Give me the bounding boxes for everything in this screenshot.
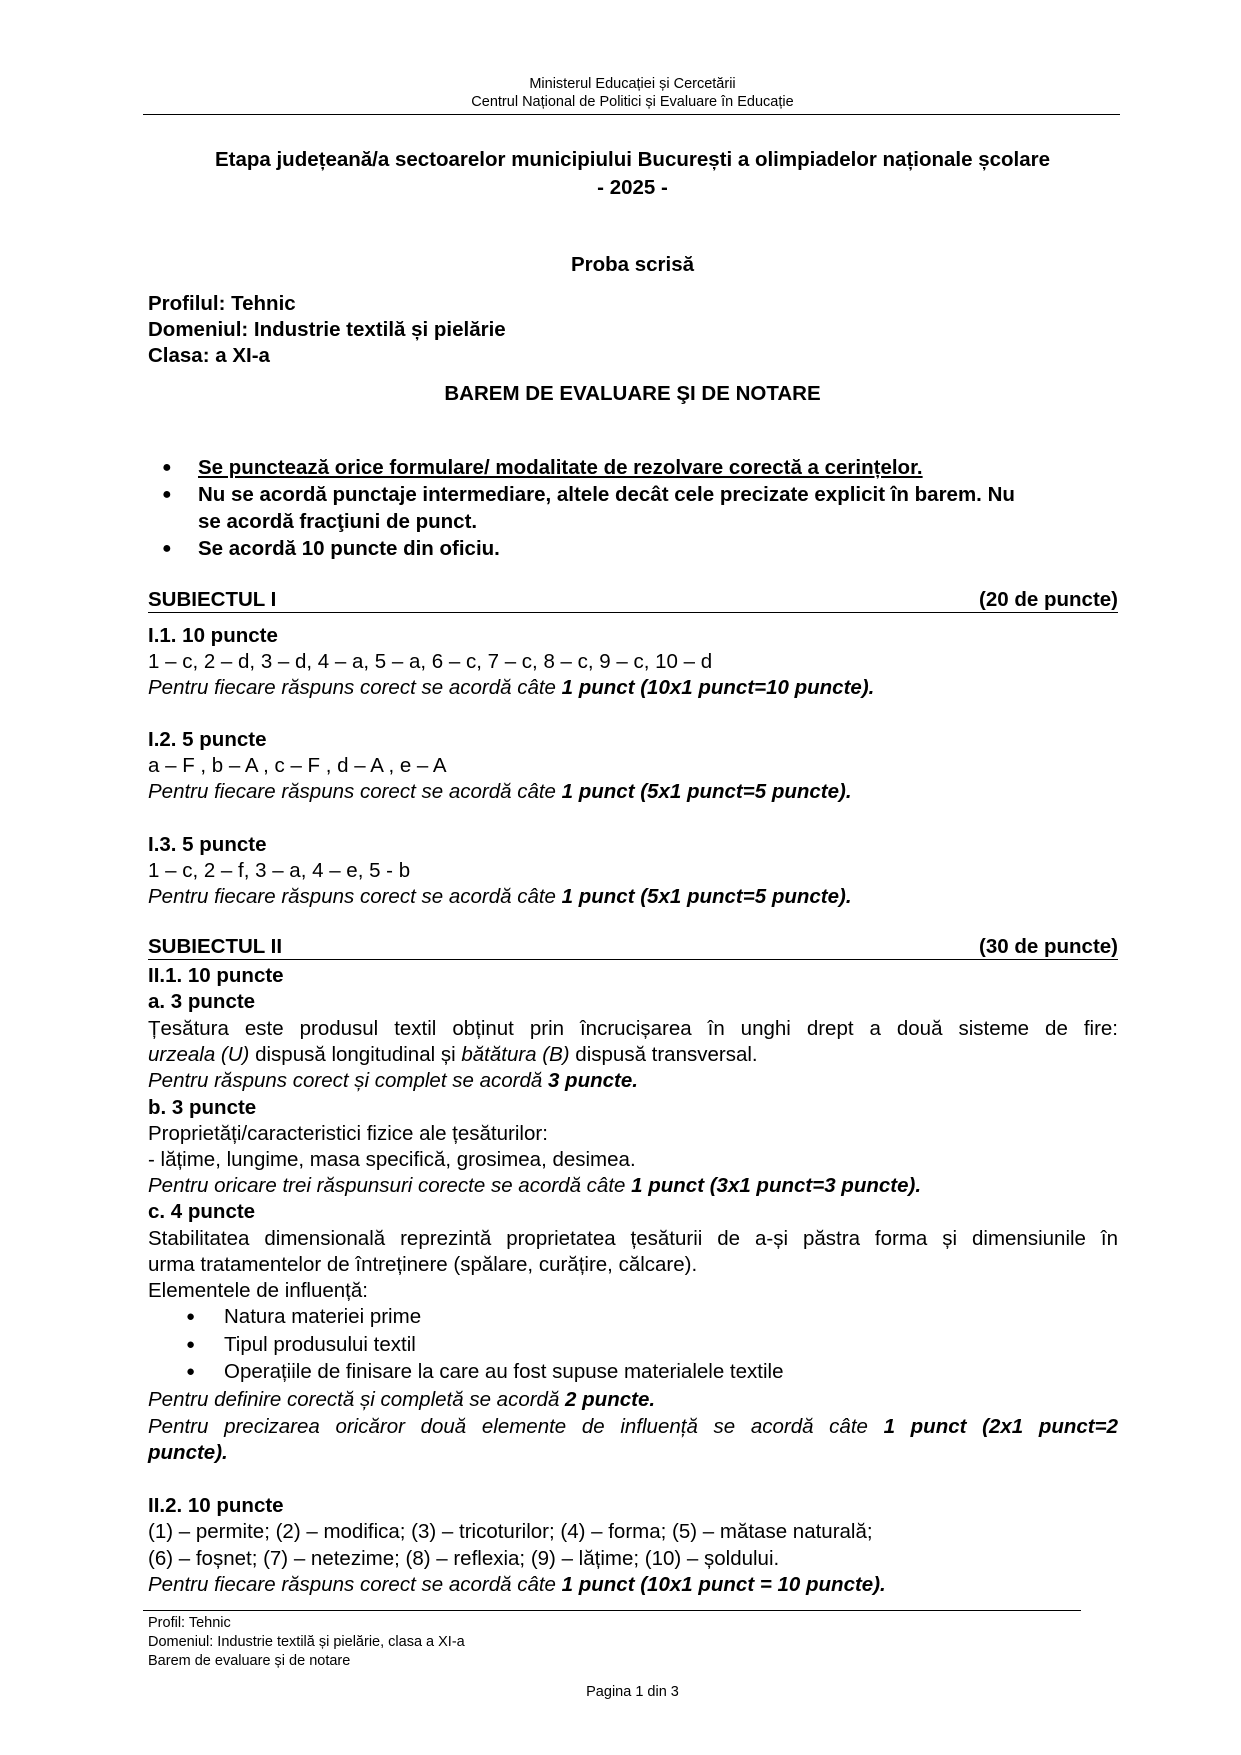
rule-item: ● Nu se acordă punctaje intermediare, altele decât cele precizate explicit în barem. Nu se acordă fracţiuni de punct. <box>162 483 1015 533</box>
ii1-c-note2-cont: puncte). <box>148 1441 228 1464</box>
ii1-a-text-cont: urzeala (U) dispusă longitudinal și bătătura (B) dispusă transversal. <box>148 1043 758 1066</box>
i1-head: I.1. 10 puncte <box>148 624 278 647</box>
ii1-c-note1: Pentru definire corectă și completă se acordă 2 puncte. <box>148 1388 656 1411</box>
bullet-icon: ● <box>186 1308 196 1325</box>
bullet-icon: ● <box>162 486 172 503</box>
document-year: - 2025 - <box>597 176 668 199</box>
ii2-note: Pentru fiecare răspuns corect se acordă câte 1 punct (10x1 punct = 10 puncte). <box>148 1573 886 1596</box>
list-item: ● Natura materiei prime <box>186 1303 784 1331</box>
exam-type: Proba scrisă <box>570 253 695 276</box>
ii2-line1: (1) – permite; (2) – modifica; (3) – tricoturilor; (4) – forma; (5) – mătase naturală; <box>148 1520 873 1543</box>
ii1-c-def-line2: urma tratamentelor de întreținere (spălare, curățire, călcare). <box>148 1253 698 1276</box>
ii1-b-head: b. 3 puncte <box>148 1096 257 1119</box>
list-item: ● Operațiile de finisare la care au fost supuse materialele textile <box>186 1358 784 1386</box>
ii1-b-line2: - lățime, lungime, masa specifică, grosimea, desimea. <box>148 1148 636 1171</box>
ii1-a-head: a. 3 puncte <box>148 990 256 1013</box>
center-name: Centrul Național de Politici și Evaluare în Educație <box>471 94 794 110</box>
page-number: Pagina 1 din 3 <box>586 1684 679 1700</box>
ii1-a-note: Pentru răspuns corect și complet se acordă 3 puncte. <box>148 1069 638 1092</box>
ministry-name: Ministerul Educației și Cercetării <box>529 76 736 92</box>
bullet-icon: ● <box>162 459 172 476</box>
i3-note: Pentru fiecare răspuns corect se acordă câte 1 punct (5x1 punct=5 puncte). <box>148 885 852 908</box>
ii1-b-note: Pentru oricare trei răspunsuri corecte se acordă câte 1 punct (3x1 punct=3 puncte). <box>148 1174 922 1197</box>
domain-label: Domeniul: Industrie textilă și pielărie <box>148 318 506 341</box>
ii2-head: II.2. 10 puncte <box>148 1494 284 1517</box>
ii1-b-line1: Proprietăți/caracteristici fizice ale țesăturilor: <box>148 1122 548 1145</box>
ii1-head: II.1. 10 puncte <box>148 964 284 987</box>
influence-elements-list <box>186 1303 784 1386</box>
rule-item: ● Se acordă 10 puncte din oficiu. <box>162 537 500 560</box>
subject-1-heading: SUBIECTUL I (20 de puncte) <box>148 588 1118 611</box>
bullet-icon: ● <box>186 1363 196 1380</box>
profile-label: Profilul: Tehnic <box>148 292 296 315</box>
list-item: ● Tipul produsului textil <box>186 1331 784 1359</box>
ii2-line2: (6) – foșnet; (7) – netezime; (8) – reflexia; (9) – lățime; (10) – șoldului. <box>148 1547 780 1570</box>
footer-rule <box>143 1610 1081 1611</box>
i2-note: Pentru fiecare răspuns corect se acordă câte 1 punct (5x1 punct=5 puncte). <box>148 780 852 803</box>
bullet-icon: ● <box>162 540 172 557</box>
ii1-c-head: c. 4 puncte <box>148 1200 256 1223</box>
i3-head: I.3. 5 puncte <box>148 833 267 856</box>
i3-answers: 1 – c, 2 – f, 3 – a, 4 – e, 5 - b <box>148 859 411 882</box>
i2-answers: a – F , b – A , c – F , d – A , e – A <box>148 754 447 777</box>
subject-2-heading: SUBIECTUL II (30 de puncte) <box>148 935 1118 958</box>
footer-barem: Barem de evaluare și de notare <box>148 1653 351 1669</box>
bullet-icon: ● <box>186 1335 196 1353</box>
i2-head: I.2. 5 puncte <box>148 728 267 751</box>
i1-note: Pentru fiecare răspuns corect se acordă câte 1 punct (10x1 punct=10 puncte). <box>148 676 875 699</box>
footer-domain: Domeniul: Industrie textilă și pielărie, clasa a XI-a <box>148 1634 465 1650</box>
footer-profile: Profil: Tehnic <box>148 1615 231 1631</box>
i1-answers: 1 – c, 2 – d, 3 – d, 4 – a, 5 – a, 6 – c, 7 – c, 8 – c, 9 – c, 10 – d <box>148 650 713 673</box>
document-title: Etapa județeană/a sectoarelor municipiului București a olimpiadelor naționale școlare <box>214 148 1051 171</box>
rules-list <box>162 454 1122 562</box>
barem-title: BAREM DE EVALUARE ŞI DE NOTARE <box>444 382 821 405</box>
header-rule <box>143 114 1120 115</box>
ii1-c-note2: Pentru precizarea oricăror două elemente de influență se acordă câte 1 punct (2x1 punct=2 <box>148 1415 1118 1438</box>
rule-item: ● Se punctează orice formulare/ modalitate de rezolvare corectă a cerințelor. <box>162 456 923 479</box>
class-label: Clasa: a XI-a <box>148 344 270 367</box>
ii1-a-text: Țesătura este produsul textil obținut prin încrucișarea în unghi drept a două sisteme de fire: <box>148 1017 1118 1040</box>
ii1-c-def-line1: Stabilitatea dimensională reprezintă proprietatea țesăturii de a-și păstra forma și dimensiunile în <box>148 1227 1118 1250</box>
ii1-c-elements-label: Elementele de influență: <box>148 1279 368 1302</box>
